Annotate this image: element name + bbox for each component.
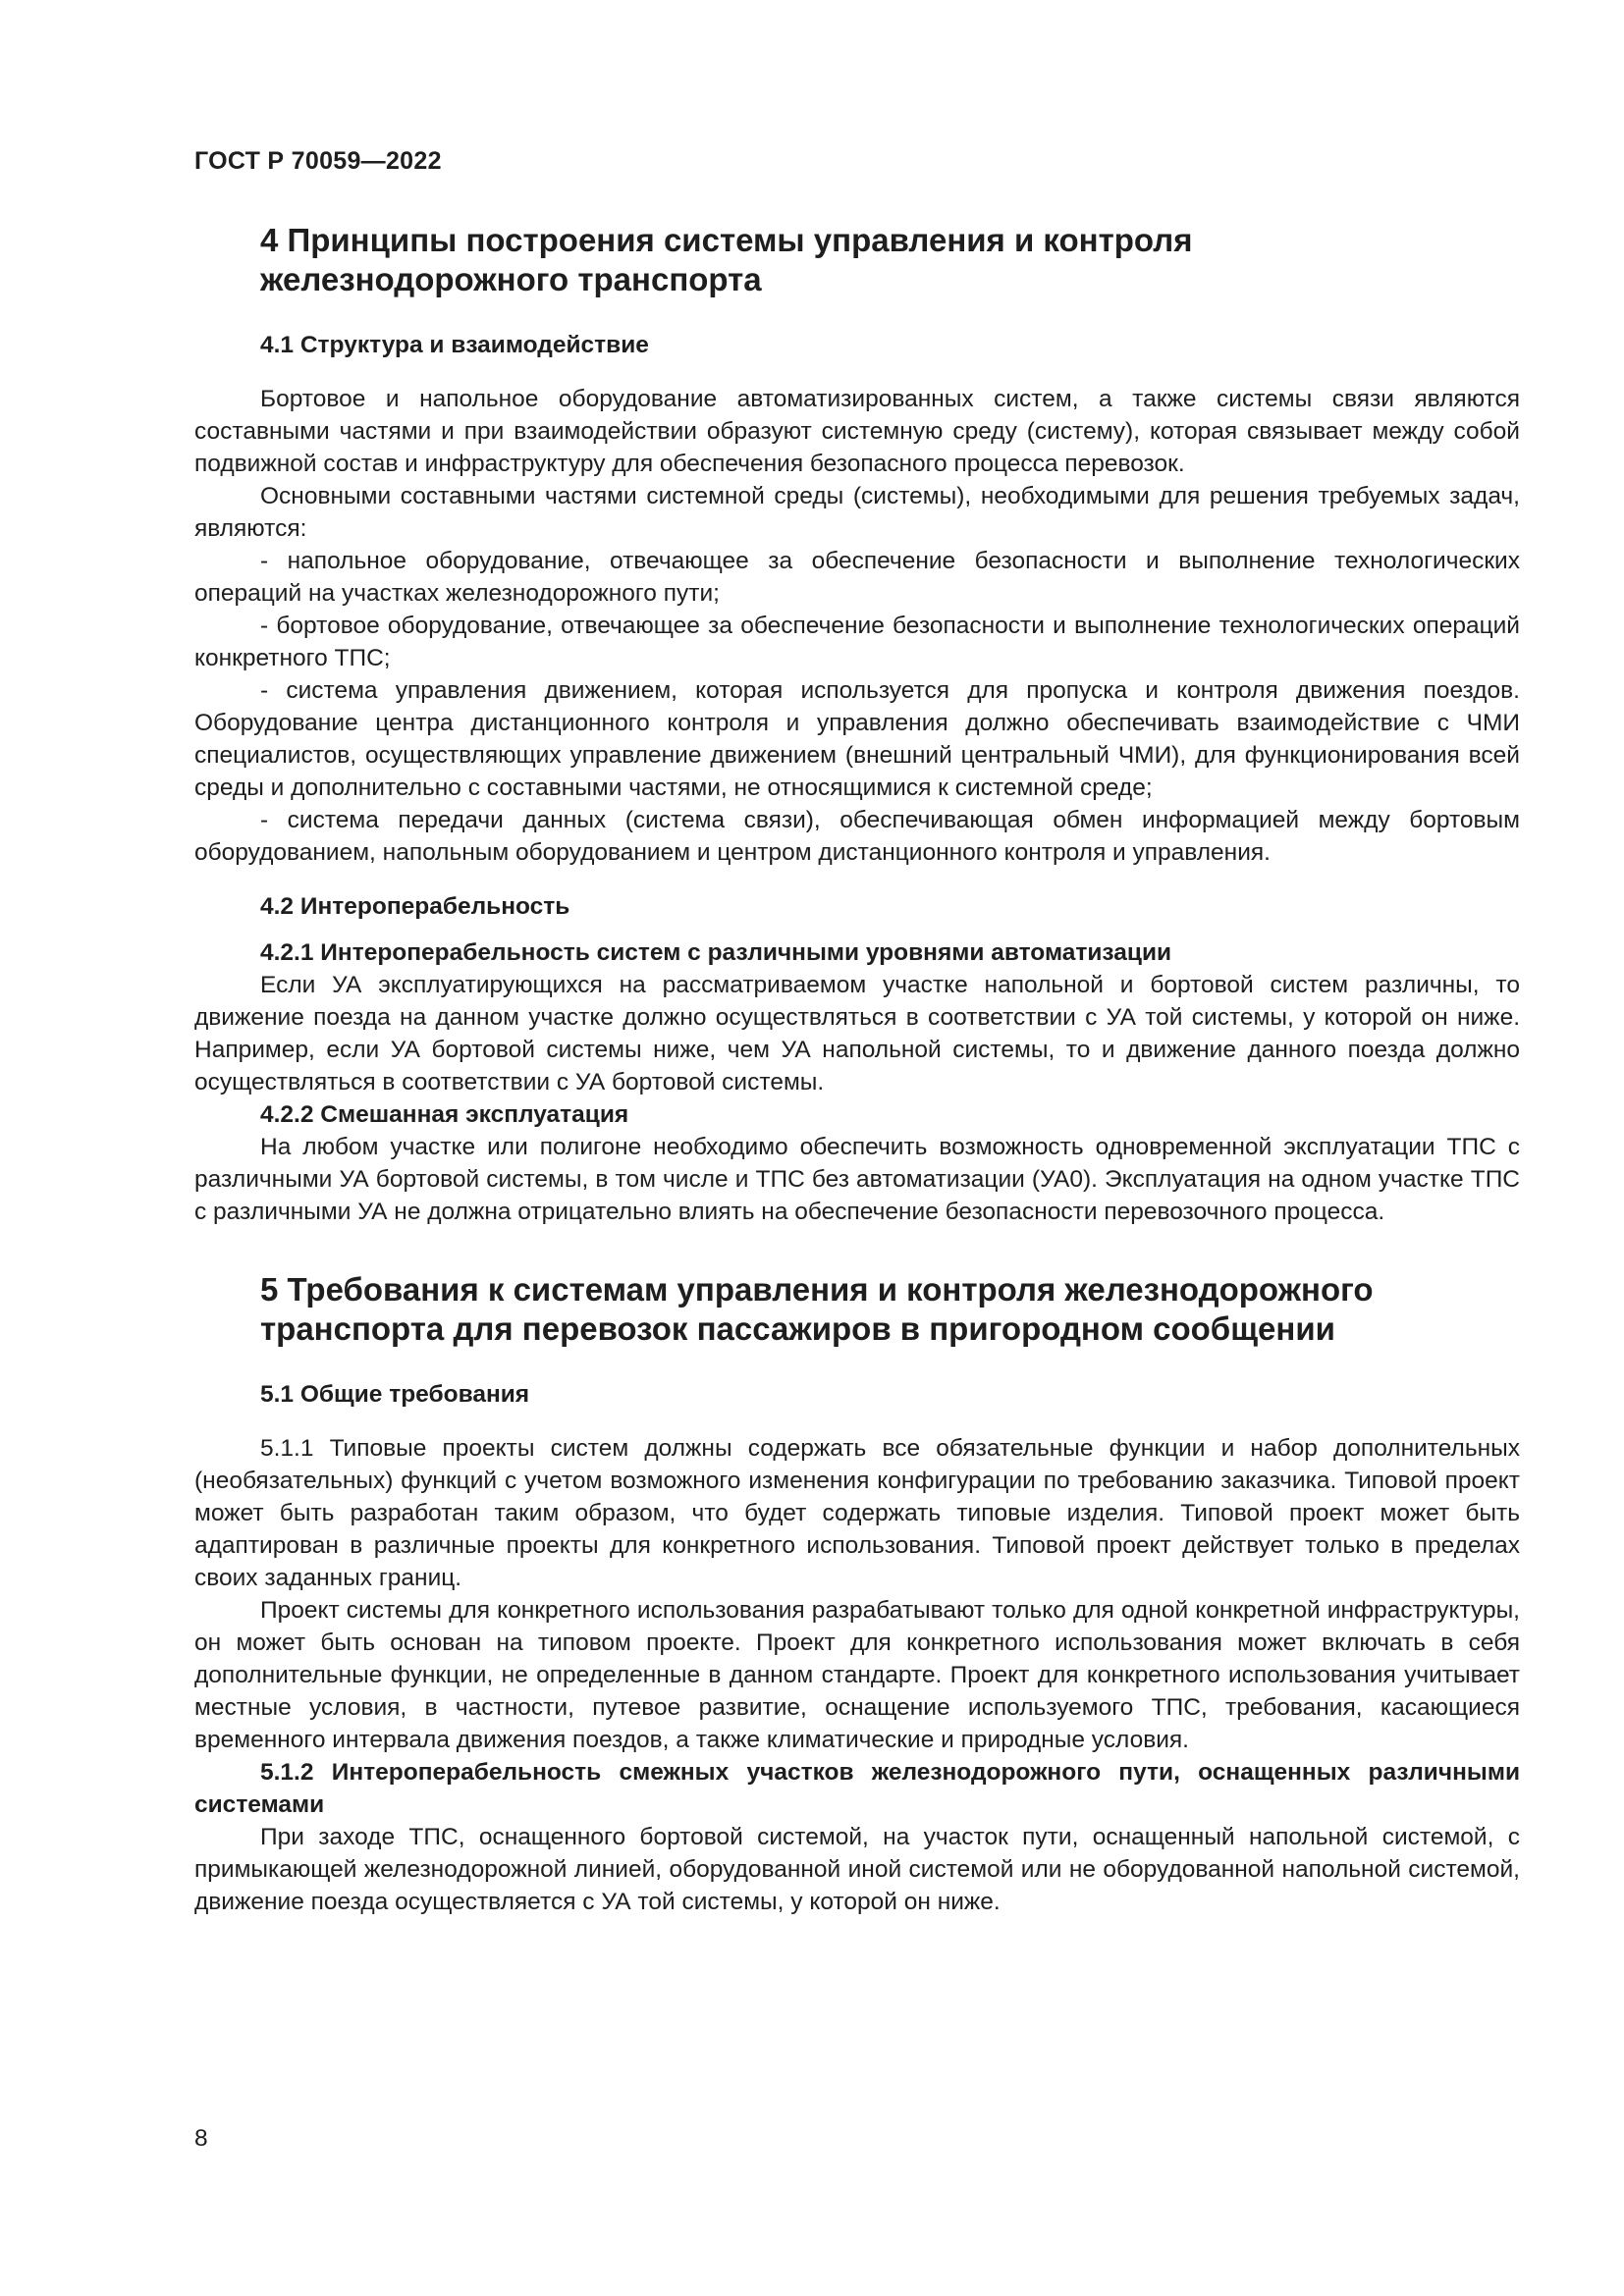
subsection-4-2-title: 4.2 Интероперабельность — [260, 893, 570, 920]
list-item: - напольное оборудование, отвечающее за обеспечение безопасности и выполнение технологических операций на участках железнодорожного пути; — [194, 548, 1520, 607]
list-item: - система передачи данных (система связи), обеспечивающая обмен информацией между бортовым оборудованием, напольным оборудованием и центром дистанционного контроля и управления. — [194, 807, 1520, 866]
paragraph: Если УА эксплуатирующихся на рассматриваемом участке напольной и бортовой систем различны, то движение поезда на данном участке должно осуществляться в соответствии с УА той системы, у которой он ниже. Например, если УА бортовой системы ниже, чем УА напольной системы, то и движение данного поезда должно осуществляться в соответствии с УА бортовой системы. — [194, 972, 1520, 1095]
subsection-5-1-title: 5.1 Общие требования — [260, 1381, 530, 1408]
paragraph: На любом участке или полигоне необходимо обеспечить возможность одновременной эксплуатации ТПС с различными УА бортовой системы, в том числе и ТПС без автоматизации (УА0). Эксплуатация на одном участке ТПС с различными УА не должна отрицательно влиять на обеспечение безопасности перевозочного процесса. — [194, 1134, 1520, 1225]
paragraph: 5.1.1 Типовые проекты систем должны содержать все обязательные функции и набор дополнительных (необязательных) функций с учетом возможного изменения конфигурации по требованию заказчика. Типовой проект может быть разработан таким образом, что будет содержать типовые изделия. Типовой проект может быть адаптирован в различные проекты для конкретного использования. Типовой проект действует только в пределах своих заданных границ. — [194, 1435, 1520, 1591]
paragraph: Основными составными частями системной среды (системы), необходимыми для решения требуемых задач, являются: — [194, 483, 1520, 542]
document-code-header: ГОСТ Р 70059—2022 — [194, 147, 442, 175]
list-item: - система управления движением, которая используется для пропуска и контроля движения поездов. Оборудование центра дистанционного контроля и управления должно обеспечивать взаимодействие с ЧМИ специалистов, осуществляющих управление движением (внешний центральный ЧМИ), для функционирования всей среды и дополнительно с составными частями, не относящимися к системной среде; — [194, 677, 1520, 801]
paragraph: Бортовое и напольное оборудование автоматизированных систем, а также системы связи являются составными частями и при взаимодействии образуют системную среду (систему), которая связывает между собой подвижной состав и инфраструктуру для обеспечения безопасного процесса перевозок. — [194, 386, 1520, 477]
section-5-title — [260, 1270, 1520, 1349]
paragraph: Проект системы для конкретного использования разрабатывают только для одной конкретной инфраструктуры, он может быть основан на типовом проекте. Проект для конкретного использования может включать в себя дополнительные функции, не определенные в данном стандарте. Проект для конкретного использования учитывает местные условия, в частности, путевое развитие, оснащение используемого ТПС, требования, касающиеся временного интервала движения поездов, а также климатические и природные условия. — [194, 1597, 1520, 1753]
subsection-4-2-1-title: 4.2.1 Интероперабельность систем с различными уровнями автоматизации — [260, 939, 1172, 966]
page-number: 8 — [194, 2125, 208, 2152]
section-4-title-line-1: 4 Принципы построения системы управления и контроля — [260, 222, 1193, 258]
section-5-title-line-1: 5 Требования к системам управления и контроля железнодорожного — [260, 1271, 1374, 1308]
paragraph: При заходе ТПС, оснащенного бортовой системой, на участок пути, оснащенный напольной системой, с примыкающей железнодорожной линией, оборудованной иной системой или не оборудованной напольной системой, движение поезда осуществляется с УА той системы, у которой он ниже. — [194, 1824, 1520, 1915]
section-4-title-line-2: железнодорожного транспорта — [260, 261, 762, 297]
subsection-4-2-2-title: 4.2.2 Смешанная эксплуатация — [260, 1101, 629, 1128]
section-5-title-line-2: транспорта для перевозок пассажиров в пригородном сообщении — [260, 1310, 1335, 1347]
document-body — [194, 221, 1520, 1918]
subsection-4-1-title: 4.1 Структура и взаимодействие — [260, 332, 649, 358]
list-item: - бортовое оборудование, отвечающее за обеспечение безопасности и выполнение технологических операций конкретного ТПС; — [194, 613, 1520, 671]
section-4-title — [260, 221, 1520, 299]
subsection-5-1-2-title: 5.1.2 Интероперабельность смежных участков железнодорожного пути, оснащенных различными системами — [194, 1759, 1520, 1818]
